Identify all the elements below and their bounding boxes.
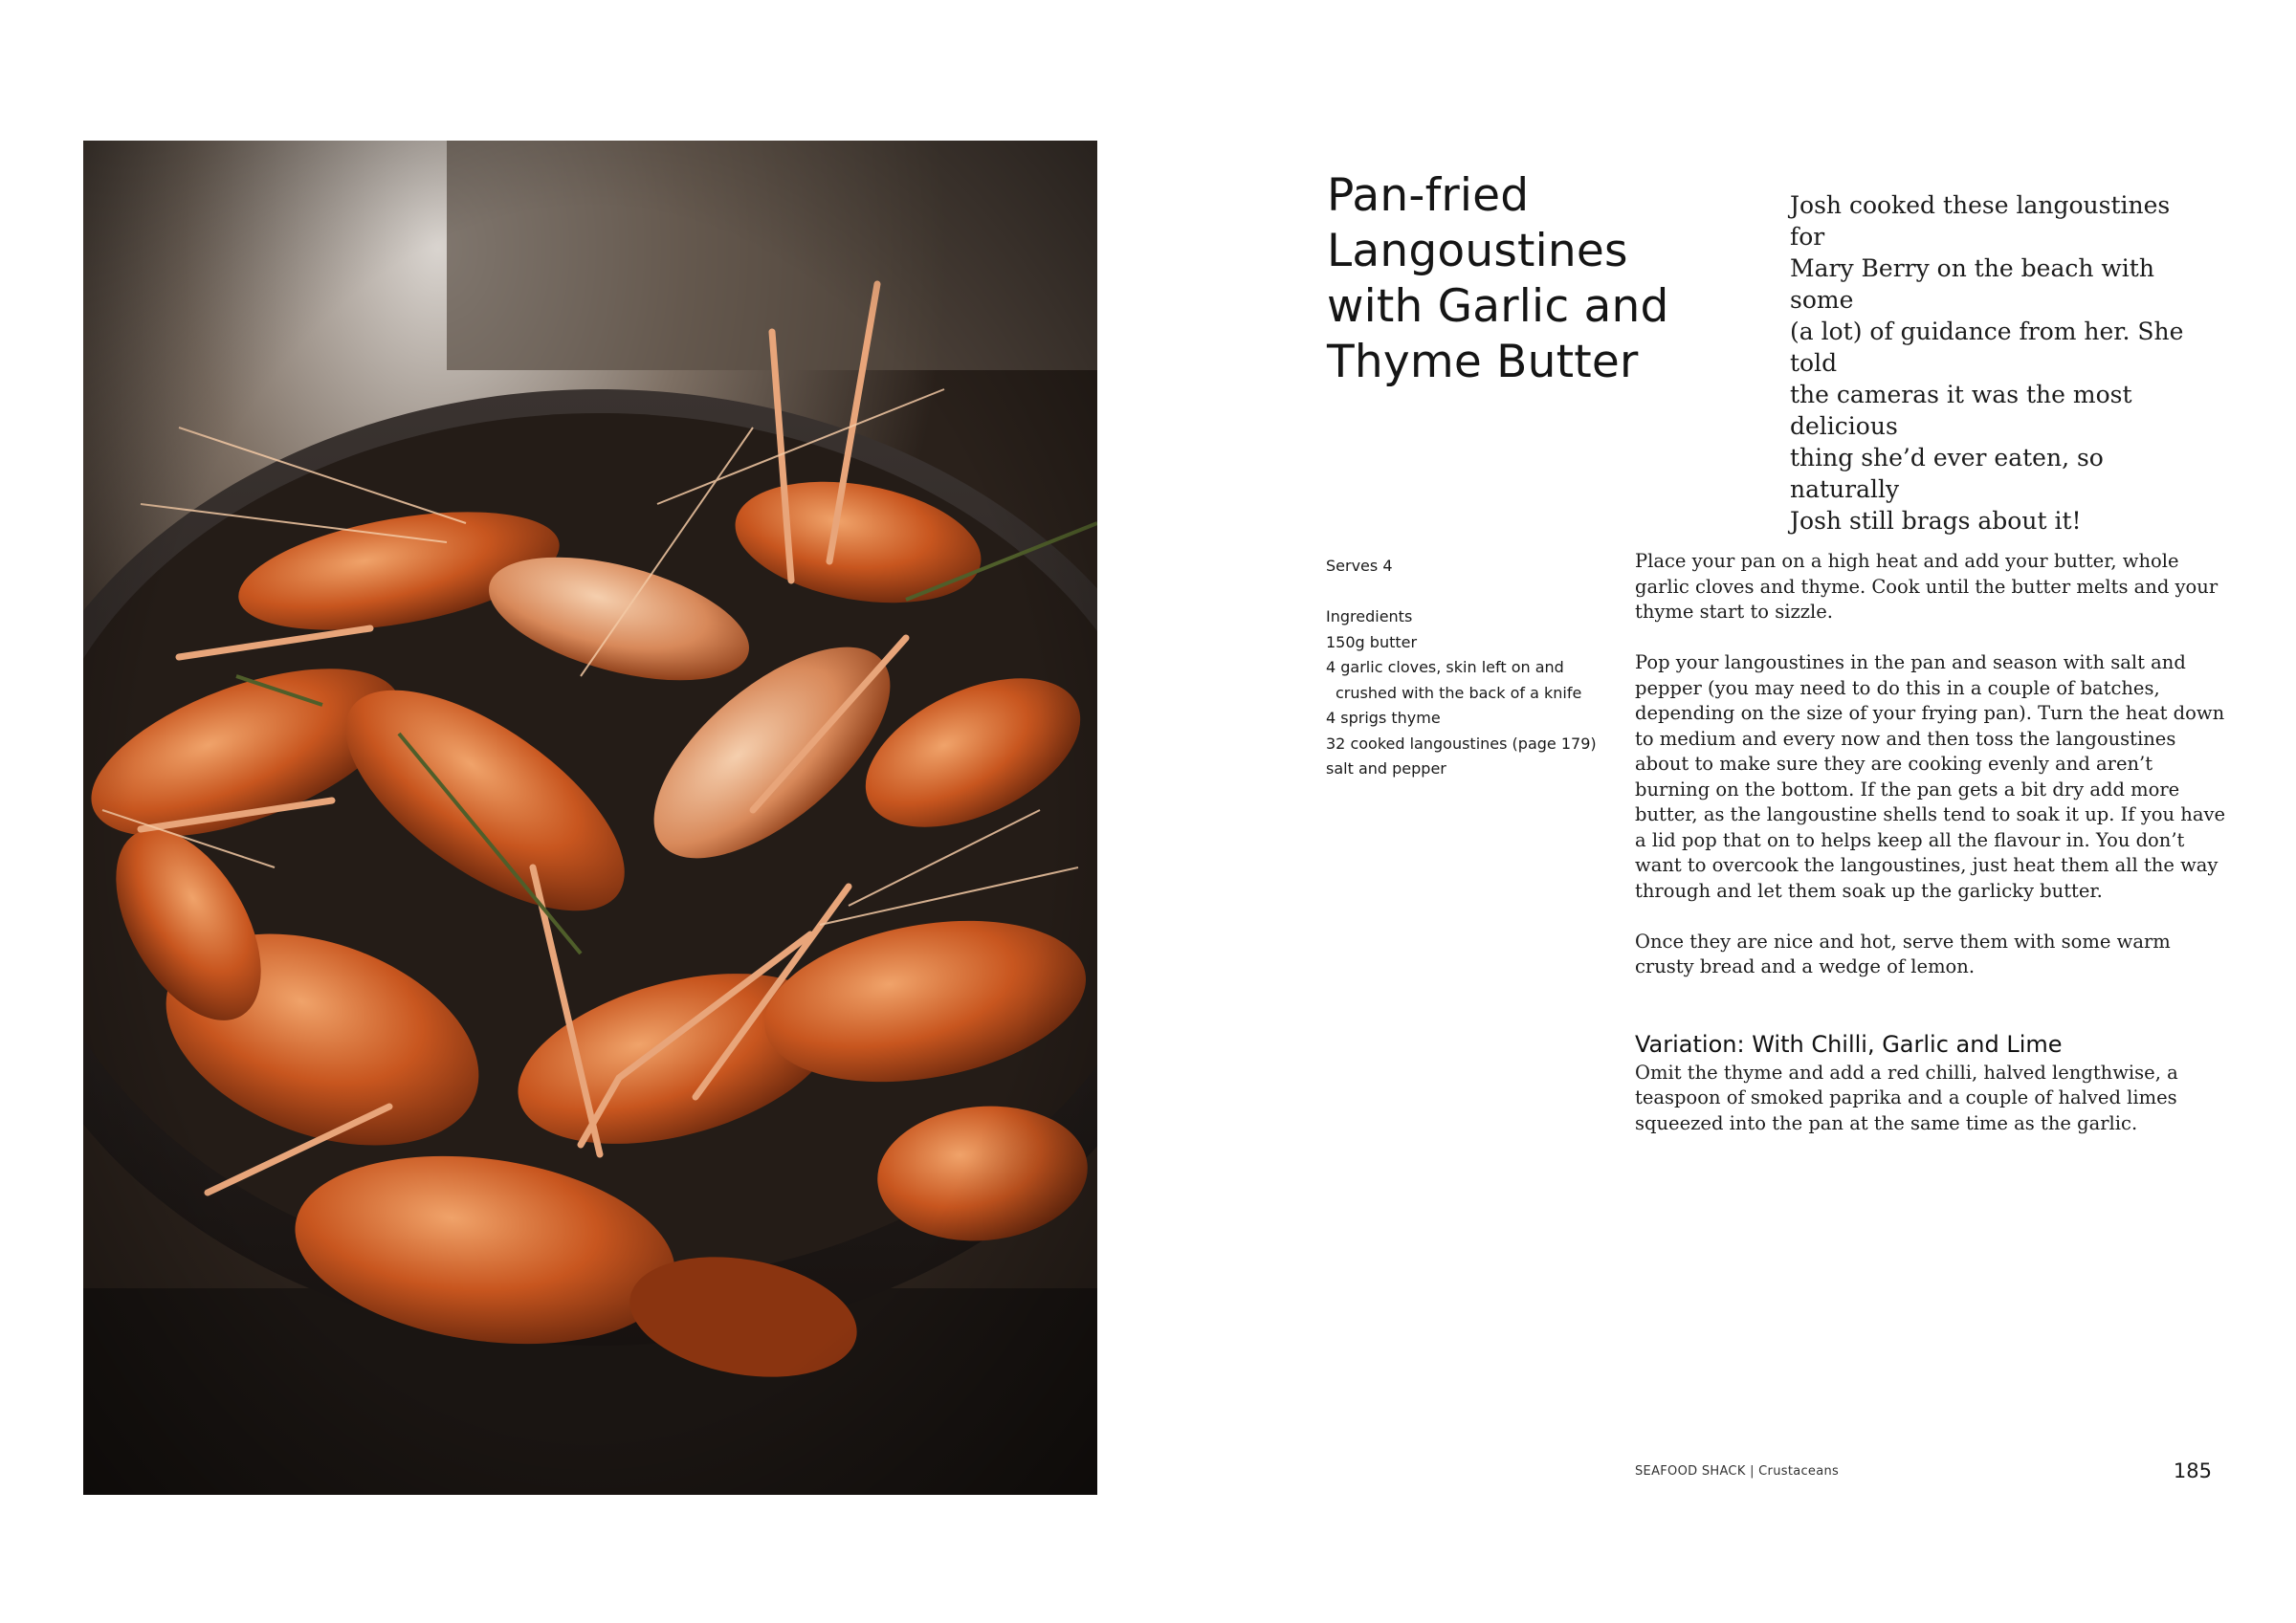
title-line: Langoustines — [1327, 225, 1628, 277]
intro-line: the cameras it was the most delicious — [1790, 381, 2132, 440]
ingredients-column — [1326, 554, 1613, 782]
ingredients-list — [1326, 630, 1613, 782]
ingredient-item: 4 garlic cloves, skin left on and — [1326, 658, 1564, 676]
recipe-title — [1327, 168, 1729, 390]
method-column — [1635, 549, 2228, 1136]
ingredients-heading: Ingredients — [1326, 607, 1413, 625]
method-step: Once they are nice and hot, serve them with some warm crusty bread and a wedge of lemon. — [1635, 930, 2171, 977]
intro-line: Mary Berry on the beach with some — [1790, 254, 2154, 314]
intro-line: thing she’d ever eaten, so naturally — [1790, 444, 2104, 503]
variation-heading: Variation: With Chilli, Garlic and Lime — [1635, 1030, 2063, 1058]
recipe-photo — [83, 141, 1097, 1495]
page-number: 185 — [2173, 1459, 2212, 1482]
title-line: Pan-fried — [1327, 169, 1530, 222]
ingredient-item: 4 sprigs thyme — [1326, 709, 1441, 727]
method-step: Pop your langoustines in the pan and season with salt and pepper (you may need to do this in a couple of batches, depending on the size of your frying pan). Turn the heat down to medium and every now and then toss the langoustines about to make sure they are cooking evenly and aren’t burning on the bottom. If the pan gets a bit dry add more butter, as the langoustine shells tend to soak it up. If you have a lid pop that on to helps keep all the flavour in. You don’t want to overcook the langoustines, just heat them all the way through and let them soak up the garlicky butter. — [1635, 651, 2226, 902]
running-footer: SEAFOOD SHACK | Crustaceans — [1635, 1464, 1840, 1479]
recipe-intro — [1790, 189, 2211, 537]
intro-line: Josh cooked these langoustines for — [1790, 191, 2171, 251]
ingredient-item — [1326, 681, 1613, 707]
ingredient-continuation: crushed with the back of a knife — [1336, 683, 1582, 702]
variation-text: Omit the thyme and add a red chilli, halved lengthwise, a teaspoon of smoked paprika and a couple of halved limes squeezed into the pan at the same time as the garlic. — [1635, 1061, 2178, 1134]
langoustines-illustration — [83, 141, 1097, 1495]
serves-label: Serves 4 — [1326, 557, 1393, 575]
intro-line: (a lot) of guidance from her. She told — [1790, 318, 2184, 377]
ingredient-item: 32 cooked langoustines (page 179) — [1326, 734, 1597, 753]
intro-line: Josh still brags about it! — [1790, 507, 2082, 535]
ingredient-item: 150g butter — [1326, 632, 1418, 651]
title-line: with Garlic and — [1327, 280, 1669, 333]
ingredient-item: salt and pepper — [1326, 759, 1446, 778]
method-step: Place your pan on a high heat and add your butter, whole garlic cloves and thyme. Cook until the butter melts and your thyme start to sizzle. — [1635, 550, 2219, 623]
title-line: Thyme Butter — [1327, 336, 1639, 388]
